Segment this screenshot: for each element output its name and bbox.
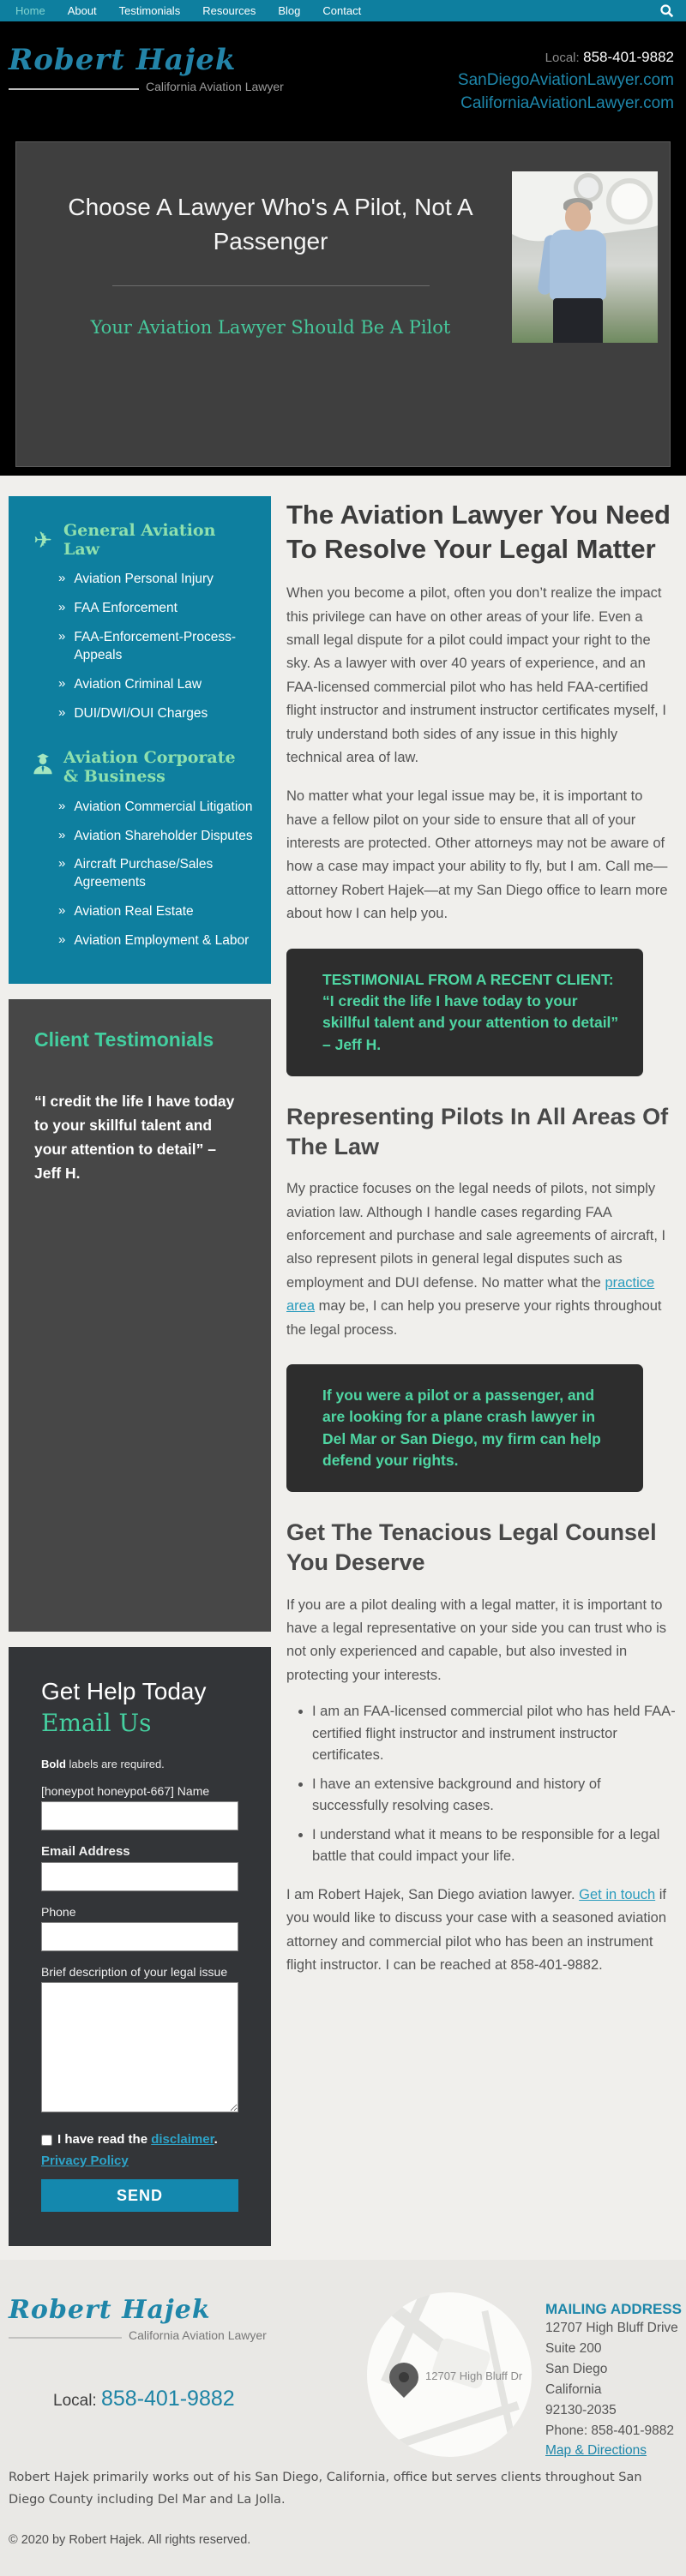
crash-lawyer-callout [286, 1364, 643, 1493]
testimonial-quote: “I credit the life I have today to your skillful talent and your attention to detail” – Jeff H. [34, 1093, 235, 1183]
footer-disclaimer: Robert Hajek primarily works out of his San Diego, California, office but serves clients throughout San Diego County including Del Mar and La Jolla. [9, 2471, 642, 2507]
chevron-right-icon: » [58, 629, 66, 644]
section-heading-counsel: Get The Tenacious Legal Counsel You Deserve [286, 1519, 657, 1576]
list-item: • I am an FAA-licensed commercial pilot who has held FAA-certified flight instructor and instrument instructor certificates. [312, 1701, 676, 1767]
footer [0, 2260, 686, 2576]
disclaimer-link[interactable]: disclaimer [151, 2132, 214, 2148]
map-pin-label: 12707 High Bluff Dr [425, 2369, 523, 2383]
client-testimonials-box [9, 999, 271, 1632]
chevron-right-icon: » [58, 676, 66, 692]
address-line: San Diego [545, 2362, 608, 2377]
testimonials-title: Client Testimonials [34, 1028, 214, 1051]
sidebar-link[interactable]: FAA-Enforcement-Process-Appeals [74, 630, 236, 663]
required-note: Bold labels are required. [41, 1758, 165, 1771]
email-field[interactable] [41, 1862, 238, 1891]
counsel-paragraph: If you are a pilot dealing with a legal matter, it is important to have a legal representative on your side you can trust who is not only experienced and capable, but also invested in protecting your interests. [286, 1597, 667, 1683]
footer-logo-underline [9, 2337, 122, 2339]
chevron-right-icon: » [58, 856, 66, 872]
hero-section [0, 133, 686, 476]
sidebar-item-criminal-law[interactable] [58, 676, 254, 694]
sidebar-link[interactable]: Aviation Real Estate [74, 904, 194, 920]
form-subtitle: Email Us [41, 1709, 152, 1738]
list-item: • I understand what it means to be responsible for a legal battle that could impact your life. [312, 1824, 676, 1868]
send-button[interactable]: SEND [41, 2179, 238, 2212]
testimonial-callout [286, 949, 643, 1077]
domain-link-sandiego[interactable]: SanDiegoAviationLawyer.com [457, 70, 674, 89]
sidebar-link[interactable]: Aircraft Purchase/Sales Agreements [74, 857, 214, 890]
nav-group-general-aviation [27, 522, 254, 723]
mailing-address [545, 2301, 683, 2459]
nav-item-home[interactable]: Home [15, 4, 45, 17]
practice-area-link[interactable]: practice area [286, 1274, 655, 1315]
practice-areas-nav [9, 496, 271, 984]
hero-subtitle: Your Aviation Lawyer Should Be A Pilot [90, 316, 451, 338]
footer-copyright: © 2020 by Robert Hajek. All rights reserved. [9, 2533, 251, 2548]
logo-tagline: California Aviation Lawyer [146, 80, 284, 93]
testimonial-callout-text: TESTIMONIAL FROM A RECENT CLIENT: “I credit the life I have today to your skillful talent and your attention to detail” – Jeff H. [322, 970, 619, 1053]
sidebar-link[interactable]: Aviation Commercial Litigation [74, 799, 253, 814]
footer-phone-link[interactable]: 858-401-9882 [100, 2387, 235, 2411]
section-heading-representing: Representing Pilots In All Areas Of The Law [286, 1104, 669, 1160]
contact-form [9, 1647, 271, 2246]
plane-icon: ✈ [33, 527, 52, 554]
sidebar-link[interactable]: FAA Enforcement [74, 601, 178, 616]
sidebar-item-faa-appeals[interactable] [58, 629, 254, 665]
disclaimer-period: . [214, 2132, 218, 2148]
address-line: Suite 200 [545, 2341, 602, 2357]
address-line: 92130-2035 [545, 2403, 617, 2418]
email-field-label: Email Address [41, 1844, 130, 1860]
chevron-right-icon: » [58, 798, 66, 813]
top-navigation [0, 0, 686, 21]
hero-divider [112, 285, 430, 286]
hero-title: Choose A Lawyer Who's A Pilot, Not A Passenger [68, 193, 473, 255]
page-title: The Aviation Lawyer You Need To Resolve Your Legal Matter [286, 499, 671, 565]
sidebar [9, 496, 271, 2246]
disclaimer-row [41, 2130, 238, 2171]
closing-paragraph: I am Robert Hajek, San Diego aviation lawyer. Get in touch if you would like to discuss your case with a seasoned aviation attorney and commercial pilot who has been an instrument flight instructor. I can be reached at 858-401-9882. [286, 1887, 666, 1974]
nav-group-title: Aviation Corporate & Business [63, 747, 236, 786]
footer-logo-tagline: California Aviation Lawyer [129, 2328, 267, 2343]
map-directions-link[interactable]: Map & Directions [545, 2443, 647, 2459]
header-phone-number[interactable]: 858-401-9882 [583, 49, 674, 65]
phone-field[interactable] [41, 1922, 238, 1951]
logo[interactable] [9, 45, 284, 93]
privacy-policy-link[interactable]: Privacy Policy [41, 2153, 129, 2168]
nav-item-about[interactable]: About [67, 4, 97, 17]
footer-phone-line: Phone: 858-401-9882 [545, 2423, 674, 2439]
sidebar-item-personal-injury[interactable] [58, 571, 254, 589]
nav-item-testimonials[interactable]: Testimonials [118, 4, 181, 17]
sidebar-item-commercial-litigation[interactable] [58, 799, 254, 817]
main-content [271, 496, 677, 1978]
crash-lawyer-callout-text: If you were a pilot or a passenger, and are looking for a plane crash lawyer in Del Mar or San Diego, my firm can help defend your rights. [322, 1386, 601, 1470]
domain-link-california[interactable]: CaliforniaAviationLawyer.com [460, 94, 674, 113]
sidebar-item-purchase-sales[interactable] [58, 856, 254, 892]
get-in-touch-link[interactable]: Get in touch [579, 1887, 656, 1903]
address-line: California [545, 2382, 602, 2398]
chevron-right-icon: » [58, 932, 66, 948]
search-icon[interactable] [657, 2, 676, 21]
message-field[interactable] [41, 1982, 238, 2112]
attorney-photo [512, 171, 658, 343]
local-label: Local: [545, 51, 580, 65]
message-field-label: Brief description of your legal issue [41, 1965, 228, 1980]
logo-name: Robert Hajek [9, 43, 237, 77]
form-title: Get Help Today [41, 1678, 207, 1705]
sidebar-item-real-estate[interactable] [58, 903, 254, 921]
site-header [0, 21, 686, 133]
sidebar-link[interactable]: Aviation Criminal Law [74, 677, 202, 692]
practice-paragraph: My practice focuses on the legal needs of pilots, not simply aviation law. Although I handle cases regarding FAA enforcement and purchase and sale agreements of aircraft, I also represent pilots in general legal disputes such as employment and DUI defense. No matter what the practice area may be, I can help you preserve your rights throughout the legal process. [286, 1181, 666, 1338]
qualifications-list [312, 1701, 676, 1868]
sidebar-item-shareholder-disputes[interactable] [58, 828, 254, 846]
hero-banner [15, 141, 671, 467]
sidebar-link[interactable]: Aviation Personal Injury [74, 572, 214, 587]
location-map[interactable] [367, 2292, 532, 2457]
name-field-label: [honeypot honeypot-667] Name [41, 1784, 210, 1799]
disclaimer-checkbox[interactable] [41, 2135, 52, 2146]
nav-item-contact[interactable]: Contact [322, 4, 362, 17]
sidebar-item-dui-charges[interactable] [58, 705, 254, 723]
disclaimer-text: I have read the [57, 2132, 152, 2148]
intro-paragraph-1: When you become a pilot, often you don’t realize the impact this privilege can have on other areas of your life. Even a small legal dispute for a pilot could impact your right to the sky. As a lawyer with over 40 years of experience, and an FAA-licensed commercial pilot who has held FAA-certified flight instructor and instrument instructor certificates myself, I truly understand both sides of any issue in this highly technical area of law. [286, 585, 666, 765]
phone-field-label: Phone [41, 1905, 76, 1920]
chevron-right-icon: » [58, 903, 66, 919]
sidebar-item-faa-enforcement[interactable] [58, 600, 254, 618]
list-item: • I have an extensive background and history of successfully resolving cases. [312, 1774, 676, 1818]
footer-logo-name: Robert Hajek [9, 2295, 211, 2326]
logo-underline [9, 88, 139, 90]
nav-group-corporate-business [27, 749, 254, 950]
nav-group-title: General Aviation Law [63, 520, 216, 559]
content-area [0, 476, 686, 2260]
name-field[interactable] [41, 1801, 238, 1830]
nav-item-blog[interactable]: Blog [278, 4, 301, 17]
businessman-icon [27, 752, 58, 783]
intro-paragraph-2: No matter what your legal issue may be, it is important to have a fellow pilot on your side to ensure that all of your interests are protected. Other attorneys may not be aware of how a case may impact your ability to fly, but I am. Call me—attorney Robert Hajek—at my San Diego office to learn more about how I can help you. [286, 788, 668, 922]
chevron-right-icon: » [58, 705, 66, 721]
sidebar-link[interactable]: Aviation Employment & Labor [74, 933, 250, 949]
sidebar-link[interactable]: DUI/DWI/OUI Charges [74, 706, 208, 722]
footer-local-label: Local: [53, 2392, 97, 2411]
chevron-right-icon: » [58, 827, 66, 842]
sidebar-link[interactable]: Aviation Shareholder Disputes [74, 828, 253, 843]
header-contact [458, 45, 674, 116]
address-line: 12707 High Bluff Drive [545, 2321, 678, 2336]
mailing-address-heading: MAILING ADDRESS [545, 2301, 682, 2318]
nav-item-resources[interactable]: Resources [202, 4, 256, 17]
sidebar-item-employment-labor[interactable] [58, 932, 254, 950]
chevron-right-icon: » [58, 600, 66, 615]
chevron-right-icon: » [58, 571, 66, 586]
